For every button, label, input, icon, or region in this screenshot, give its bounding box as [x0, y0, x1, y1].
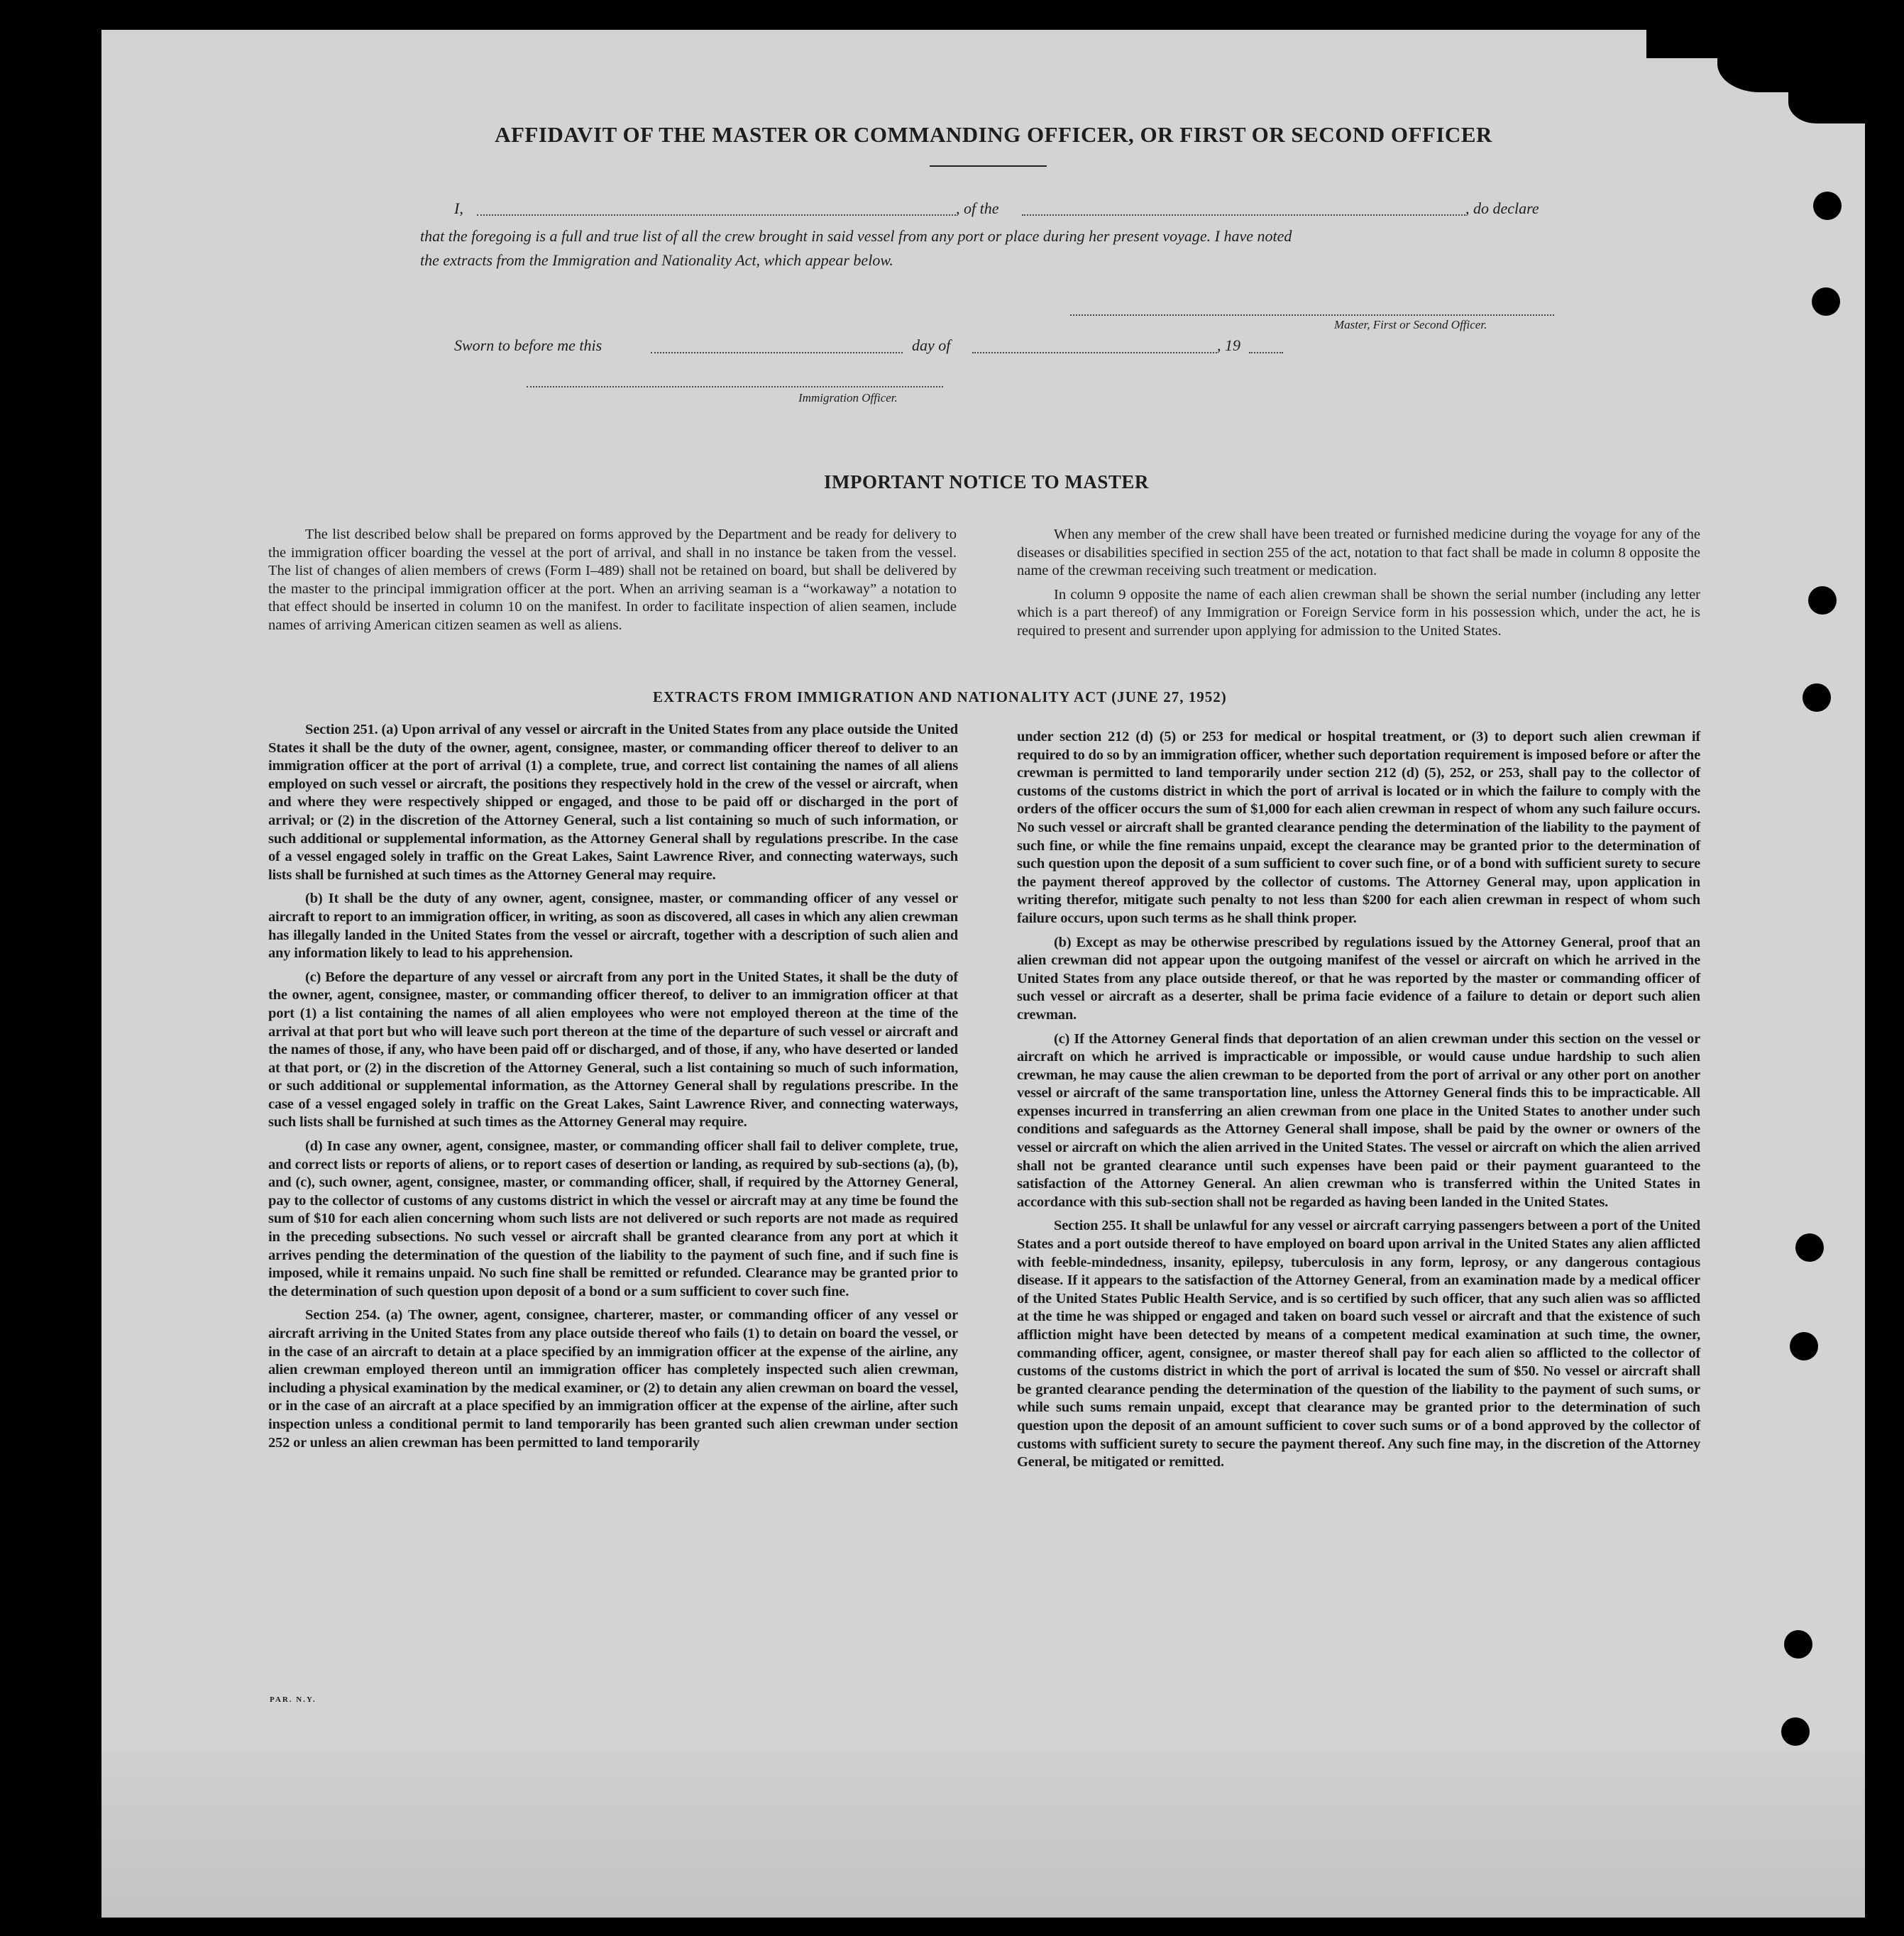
sworn-month-blank[interactable] — [972, 352, 1217, 353]
statute-paragraph: (b) It shall be the duty of any owner, agent, consignee, master, or commanding officer of any vessel or aircraft to report to an immigration officer, in writing, as soon as discovered, all cases in which any alien crewman has illegally landed in the United States from the vessel or aircraft, together with a description of such alien and any information likely to lead to his apprehension. — [268, 891, 958, 962]
statute-paragraph: under section 212 (d) (5) or 253 for medical or hospital treatment, or (3) to deport such alien crewman if required to do so by an immigration officer, whether such deportation requirement is imposed before or after the crewman is permitted to land temporarily under section 212 (d) (5), 252, or 253, shall pay to the collector of customs of the customs district in which the port of arrival is located or in which the failure to comply with the orders of the officer occurs the sum of $1,000 for each alien crewman in respect of whom any such failure occurs. No such vessel or aircraft shall be granted clearance pending the determination of the liability to the payment of such fine, or while the fine remains unpaid, except the clearance may be granted prior to the determination of such question upon the deposit of a sum sufficient to cover such fine, or of a bond with sufficient surety to secure the payment thereof approved by the collector of customs. The Attorney General may, upon application in writing therefor, mitigate such penalty to not less than $200 for each alien crewman in respect of whom such failure occurs, upon such terms as he shall think proper. — [1017, 729, 1700, 926]
affidavit-title: AFFIDAVIT OF THE MASTER OR COMMANDING OFFICER, OR FIRST OR SECOND OFFICER — [495, 122, 1492, 147]
torn-corner-edge — [1788, 89, 1865, 123]
printer-mark: PAR. N.Y. — [270, 1695, 317, 1704]
master-signature-caption: Master, First or Second Officer. — [1334, 318, 1487, 331]
extracts-right-column — [1017, 728, 1700, 1472]
punch-hole — [1781, 1717, 1810, 1746]
notice-right-column — [1017, 526, 1700, 641]
sworn-label: Sworn to before me this — [454, 336, 602, 354]
affidavit-i-label: I, — [454, 199, 463, 217]
sworn-day-blank[interactable] — [651, 352, 903, 353]
title-underline — [930, 165, 1047, 167]
statute-paragraph: (c) Before the departure of any vessel or aircraft from any port in the United States, it shall be the duty of the owner, agent, consignee, master, or commanding officer thereof, to deliver to an immigration officer at that port (1) a list containing the names of all alien employees who were not employed thereon at the time of the arrival at that port but who will leave such port thereon at the time of the departure of such vessel or aircraft and the names of those, if any, who have been paid off or discharged, and of those, if any, who have deserted or landed at that port, or (2) in the discretion of the Attorney General, such a list containing so much of such information, or such additional or supplemental information, as the Attorney General shall by regulations prescribe. In the case of a vessel engaged solely in traffic on the Great Lakes, Saint Lawrence River, and connecting waterways, such lists shall be furnished at such times as the Attorney General may require. — [268, 969, 958, 1131]
extracts-title: EXTRACTS FROM IMMIGRATION AND NATIONALITY ACT (JUNE 27, 1952) — [653, 688, 1227, 705]
vessel-blank[interactable] — [1022, 214, 1465, 216]
year-label: , 19 — [1217, 336, 1240, 354]
immigration-officer-signature-blank[interactable] — [527, 386, 943, 387]
statute-paragraph: (b) Except as may be otherwise prescribed by regulations issued by the Attorney General, proof that an alien crewman did not appear upon the outgoing manifest of the vessel or aircraft on which he arrived in the United States from any place outside thereof, or that he was reported by the master or commanding officer of such vessel or aircraft as a deserter, shall be prima facie evidence of a failure to detain or deport such alien crewman. — [1017, 934, 1700, 1023]
torn-corner-edge — [1717, 57, 1865, 92]
punch-hole — [1795, 1233, 1824, 1262]
year-blank[interactable] — [1249, 352, 1283, 353]
affidavit-of-the-label: , of the — [956, 199, 999, 217]
punch-hole — [1812, 287, 1840, 316]
affidavit-statement-line: that the foregoing is a full and true list of all the crew brought in said vessel from any port or place during her present voyage. I have noted — [420, 227, 1292, 245]
notice-paragraph: When any member of the crew shall have been treated or furnished medicine during the voyage for any of the diseases or disabilities specified in section 255 of the act, notation to that fact shall be made in column 8 opposite the name of the crewman receiving such treatment or medication. — [1017, 527, 1700, 579]
master-signature-blank[interactable] — [1070, 314, 1554, 316]
extracts-left-column — [268, 721, 958, 1452]
statute-paragraph: (d) In case any owner, agent, consignee, master, or commanding officer shall fail to deliver complete, true, and correct lists or reports of aliens, or to report cases of desertion or landing, as required by sub-sections (a), (b), and (c), such owner, agent, consignee, master, or commanding officer, shall, if required by the Attorney General, pay to the collector of customs of any customs district in which the vessel or aircraft may at any time be found the sum of $10 for each alien concerning whom such lists are not delivered or such reports are not made as required in the preceding subsections. No such vessel or aircraft shall be granted clearance from any port at which it arrives pending the determination of the question of the liability to the payment of such fine, and if such fine is imposed, while it remains unpaid. No such fine shall be remitted or refunded. Clearance may be granted prior to the determination of such question upon deposit of a bond or a sum sufficient to cover such fine. — [268, 1138, 958, 1299]
statute-paragraph: Section 251. (a) Upon arrival of any vessel or aircraft in the United States from any place outside the United States it shall be the duty of the owner, agent, consignee, master, or commanding officer thereof to deliver to an immigration officer at the port of arrival (1) a complete, true, and correct list containing the names of all aliens employed on such vessel or aircraft, the positions they respectively hold in the crew of the vessel or aircraft, when and where they were respectively shipped or engaged, and those to be paid off or discharged in the port of arrival; or (2) in the discretion of the Attorney General, such a list containing so much of such information, or such additional or supplemental information, as the Attorney General shall by regulations prescribe. In the case of a vessel engaged solely in traffic on the Great Lakes, Saint Lawrence River, and connecting waterways, such lists shall be furnished at such times as the Attorney General may require. — [268, 722, 958, 883]
notice-paragraph: In column 9 opposite the name of each alien crewman shall be shown the serial number (including any letter which is a part thereof) of any Immigration or Foreign Service form in his possession which, under the act, he is required to present and surrender upon applying for admission to the United States. — [1017, 586, 1700, 639]
punch-hole — [1813, 192, 1842, 220]
affidavit-declare-label: , do declare — [1465, 199, 1539, 217]
immigration-officer-caption: Immigration Officer. — [798, 391, 898, 405]
scan-shadow — [101, 1753, 1865, 1918]
statute-paragraph: Section 254. (a) The owner, agent, consignee, charterer, master, or commanding officer of any vessel or aircraft arriving in the United States from any place outside thereof who fails (1) to detain on board the vessel, or in the case of an aircraft to detain at a place specified by an immigration officer at the expense of the airline, any alien crewman employed thereon until an immigration officer has completely inspected such alien crewman, including a physical examination by the medical examiner, or (2) to detain any alien crewman on board the vessel, or in the case of an aircraft at a place specified by an immigration officer at the expense of the airline, after such inspection unless a conditional permit to land temporarily has been granted such alien crewman under section 252 or unless an alien crewman has been permitted to land temporarily — [268, 1307, 958, 1451]
notice-paragraph: The list described below shall be prepared on forms approved by the Department and be ready for delivery to the immigration officer boarding the vessel at the port of arrival, and shall in no instance be taken from the vessel. The list of changes of alien members of crews (Form I–489) shall not be retained on board, but shall be delivered by the master to the principal immigration officer at the port. When an arriving seaman is a “workaway” a notation to that effect should be inserted in column 10 on the manifest. In order to facilitate inspection of alien seamen, include names of arriving American citizen seamen as well as aliens. — [268, 527, 957, 633]
statute-paragraph: (c) If the Attorney General finds that deportation of an alien crewman under this section on the vessel or aircraft on which he arrived is impracticable or impossible, or would cause undue hardship to such alien crewman, he may cause the alien crewman to be deported from the port of arrival or any other port on another vessel or aircraft of the same transportation line, unless the Attorney General finds this to be impracticable. All expenses incurred in transferring an alien crewman from one place in the United States to another under such conditions and safeguards as the Attorney General shall impose, shall be paid by the owner or owners of the vessel or aircraft on which the alien arrived in the United States. The vessel or aircraft on which the alien arrived shall not be granted clearance until such expenses have been paid or their payment guaranteed to the satisfaction of the Attorney General. An alien crewman who is transferred within the United States in accordance with this sub-section shall not be regarded as having been landed in the United States. — [1017, 1030, 1700, 1210]
notice-title: IMPORTANT NOTICE TO MASTER — [824, 471, 1149, 493]
statute-paragraph: Section 255. It shall be unlawful for any vessel or aircraft carrying passengers between a port of the United States and a port outside thereof to have employed on board upon arrival in the United States any alien afflicted with feeble-mindedness, insanity, epilepsy, tuberculosis in any form, leprosy, or any dangerous contagious disease. If it appears to the satisfaction of the Attorney General, from an examination made by a medical officer of the United States Public Health Service, and is so certified by such officer, that any such alien was so afflicted at the time he was shipped or engaged and taken on board such vessel or aircraft and that the existence of such affliction might have been detected by means of a competent medical examination at such time, the owner, commanding officer, agent, consignee, or master thereof shall pay for each alien so afflicted to the collector of customs of the customs district in which the port of arrival is located the sum of $50. No vessel or aircraft shall be granted clearance pending the determination of the question of the liability to the payment of such sums, or while such sums remain unpaid, except that clearance may be granted prior to the determination of such question upon the deposit of an amount sufficient to cover such sums or of a bond approved by the collector of customs with sufficient surety to secure the payment thereof. Any such fine may, in the discretion of the Attorney General, be mitigated or remitted. — [1017, 1218, 1700, 1470]
punch-hole — [1803, 683, 1831, 712]
punch-hole — [1784, 1630, 1812, 1659]
torn-corner — [1646, 30, 1865, 58]
notice-left-column — [268, 526, 957, 635]
name-blank[interactable] — [477, 214, 956, 216]
punch-hole — [1790, 1332, 1818, 1360]
day-of-label: day of — [912, 336, 951, 354]
punch-hole — [1808, 586, 1837, 615]
affidavit-statement-line: the extracts from the Immigration and Nationality Act, which appear below. — [420, 251, 893, 269]
